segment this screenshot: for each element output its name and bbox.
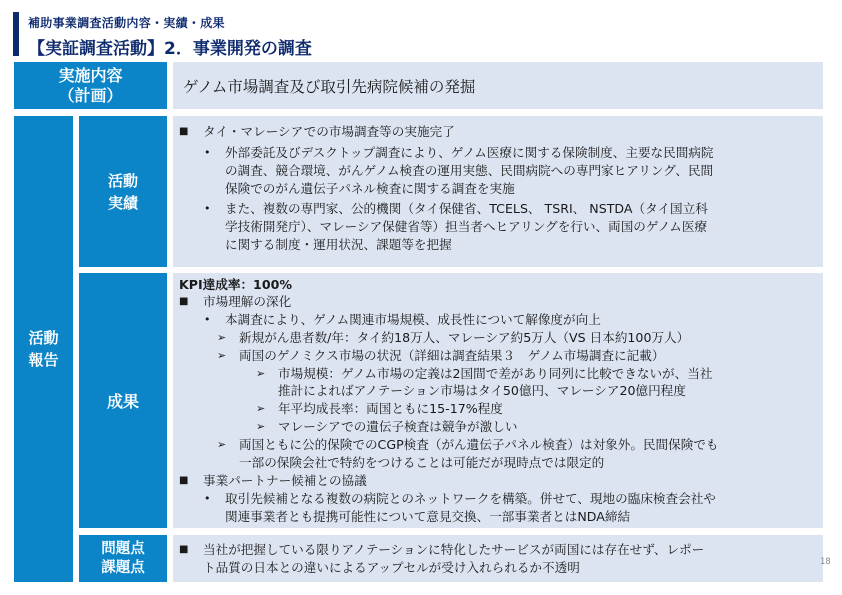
results-line: 両国のゲノミクス市場の状況（詳細は調査結果３ ゲノム市場調査に記載） — [239, 348, 665, 363]
activities-line: タイ・マレーシアでの市場調査等の実施完了 — [203, 124, 455, 139]
page-title: 【実証調査活動】2．事業開発の調査 — [28, 39, 312, 59]
issues-label-line1: 問題点 — [101, 540, 145, 557]
activities-line: 外部委託及びデスクトップ調査により、ゲノム医療に関する保険制度、主要な民間病院 — [225, 145, 714, 160]
title-accent-bar — [13, 12, 19, 56]
issues-line: 当社が把握している限りアノテーションに特化したサービスが両国には存在せず、レポー — [203, 542, 705, 557]
kpi-rate: KPI達成率：100% — [179, 277, 292, 292]
issues-label-box — [79, 535, 167, 582]
plan-text: ゲノム市場調査及び取引先病院候補の発掘 — [183, 77, 476, 96]
arrow-bullet-icon: ➢ — [217, 438, 227, 451]
issues-body — [173, 535, 823, 582]
dot-bullet-icon: • — [204, 146, 211, 159]
dot-bullet-icon: • — [204, 313, 211, 326]
activities-label-box — [79, 116, 167, 267]
results-body — [173, 273, 823, 528]
arrow-bullet-icon: ➢ — [256, 402, 266, 415]
results-line: 市場理解の深化 — [203, 294, 292, 309]
results-line: 関連事業者とも提携可能性について意見交換、一部事業者とはNDA締結 — [225, 509, 631, 524]
page-number: 18 — [820, 557, 831, 567]
dot-bullet-icon: • — [204, 202, 211, 215]
report-label-line1: 活動 — [28, 329, 59, 347]
plan-body — [173, 62, 823, 109]
results-line: 一部の保険会社で特約をつけることは可能だが現時点では限定的 — [239, 455, 605, 470]
issues-line: ト品質の日本との違いによるアップセルが受け入れられるか不透明 — [203, 560, 580, 575]
issues-label-line2: 課題点 — [101, 559, 145, 576]
arrow-bullet-icon: ➢ — [256, 367, 266, 380]
activities-line: に関する制度・運用状況、課題等を把握 — [225, 237, 452, 252]
plan-label-box — [14, 62, 167, 109]
activities-label-line2: 実績 — [107, 193, 138, 212]
arrow-bullet-icon: ➢ — [217, 331, 227, 344]
arrow-bullet-icon: ➢ — [256, 420, 266, 433]
activities-line: 学技術開発庁）、マレーシア保健省等）担当者へヒアリングを行い、両国のゲノム医療 — [225, 219, 708, 234]
square-bullet-icon: ■ — [179, 126, 189, 137]
activities-line: また、複数の専門家、公的機関（タイ保健省、TCELS、 TSRI、 NSTDA（タイ国立科 — [225, 201, 708, 216]
results-label: 成果 — [106, 392, 139, 411]
results-line: 推計によればアノテーション市場はタイ50億円、マレーシア20億円程度 — [278, 383, 686, 398]
results-line: 年平均成長率：両国ともに15-17%程度 — [278, 401, 503, 416]
activities-line: の調査、競合環境、がんゲノム検査の運用実態、民間病院への専門家ヒアリング、民間 — [225, 163, 714, 178]
arrow-bullet-icon: ➢ — [217, 349, 227, 362]
plan-label-line2: （計画） — [58, 85, 123, 105]
dot-bullet-icon: • — [204, 492, 211, 505]
plan-label-line1: 実施内容 — [58, 65, 123, 85]
activities-body — [173, 116, 823, 267]
results-line: 取引先候補となる複数の病院とのネットワークを構築。併せて、現地の臨床検査会社や — [225, 491, 716, 506]
page-subtitle: 補助事業調査活動内容・実績・成果 — [28, 16, 225, 30]
square-bullet-icon: ■ — [179, 475, 189, 486]
square-bullet-icon: ■ — [179, 544, 189, 555]
report-label-line2: 報告 — [28, 351, 59, 369]
results-label-box — [79, 273, 167, 528]
activities-label-line1: 活動 — [107, 171, 138, 190]
report-label-box — [14, 116, 73, 582]
results-line: マレーシアでの遺伝子検査は競争が激しい — [278, 419, 518, 434]
square-bullet-icon: ■ — [179, 296, 189, 307]
results-line: 両国ともに公的保険でのCGP検査（がん遺伝子パネル検査）は対象外。民間保険でも — [239, 437, 719, 452]
results-line: 新規がん患者数/年：タイ約18万人、マレーシア約5万人（VS 日本約100万人） — [239, 330, 690, 345]
results-line: 本調査により、ゲノム関連市場規模、成長性について解像度が向上 — [225, 312, 601, 327]
activities-line: 保険でのがん遺伝子パネル検査に関する調査を実施 — [225, 181, 515, 196]
results-line: 市場規模：ゲノム市場の定義は2国間で差があり同列に比較できないが、当社 — [278, 366, 713, 381]
results-line: 事業パートナー候補との協議 — [203, 473, 367, 488]
